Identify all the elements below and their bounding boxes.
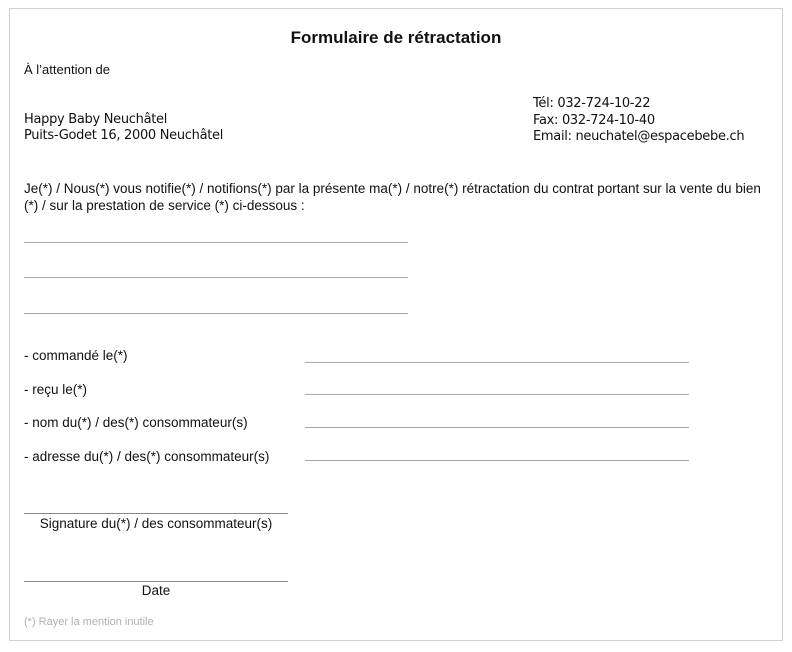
received-date-label: - reçu le(*) [24, 382, 88, 397]
signature-line[interactable] [24, 513, 288, 514]
item-line-1[interactable] [24, 242, 408, 243]
recipient-address: Puits-Godet 16, 2000 Neuchâtel [24, 128, 224, 143]
recipient-name: Happy Baby Neuchâtel [24, 112, 168, 127]
attention-label: À l’attention de [24, 62, 111, 77]
signature-label: Signature du(*) / des consommateur(s) [39, 516, 273, 531]
consumer-address-field[interactable] [305, 460, 689, 461]
contact-block [533, 96, 744, 146]
consumer-address-label: - adresse du(*) / des(*) consommateur(s) [24, 449, 270, 464]
contact-email: Email: neuchatel@espacebebe.ch [533, 129, 745, 144]
footnote: (*) Rayer la mention inutile [24, 616, 154, 628]
date-label: Date [141, 583, 171, 598]
consumer-name-label: - nom du(*) / des(*) consommateur(s) [24, 415, 248, 430]
date-line[interactable] [24, 581, 288, 582]
contact-phone: Tél: 032-724-10-22 [533, 96, 651, 111]
contact-fax: Fax: 032-724-10-40 [533, 112, 655, 128]
consumer-name-field[interactable] [305, 427, 689, 428]
ordered-date-field[interactable] [305, 362, 689, 363]
recipient-address-block [24, 112, 223, 144]
item-line-2[interactable] [24, 277, 408, 278]
retraction-statement: Je(*) / Nous(*) vous notifie(*) / notifions(*) par la présente ma(*) / notre(*) rétractation du contrat portant sur la vente du bien (*) / sur la prestation de service (*) ci-dessous : [24, 181, 761, 213]
received-date-field[interactable] [305, 394, 689, 395]
ordered-date-label: - commandé le(*) [24, 348, 128, 363]
item-line-3[interactable] [24, 313, 408, 314]
form-title: Formulaire de rétractation [290, 28, 502, 47]
